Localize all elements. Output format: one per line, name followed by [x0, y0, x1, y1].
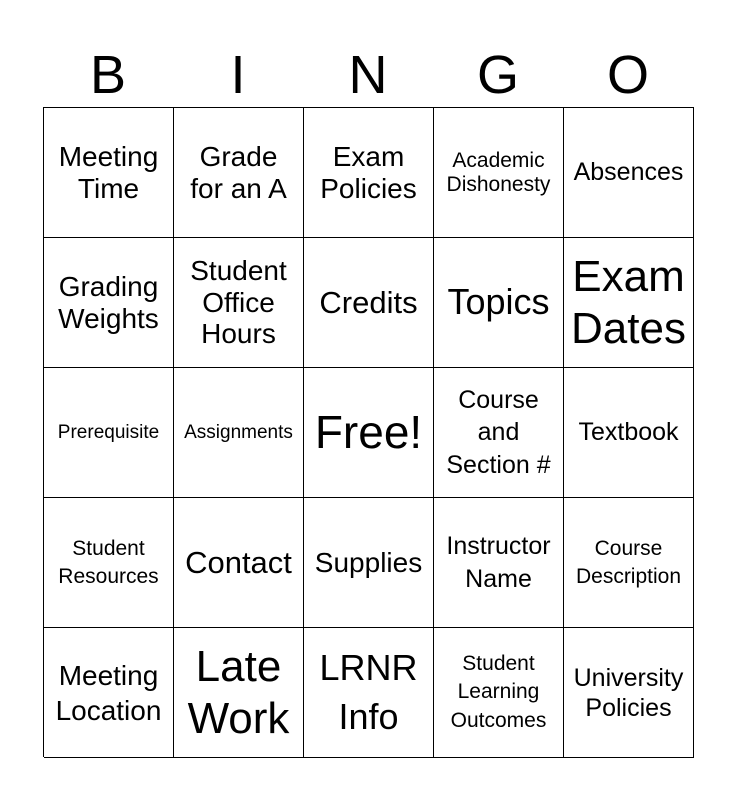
cell-label: Credits — [319, 284, 418, 320]
cell-label: Exam Dates — [571, 251, 686, 353]
bingo-cell[interactable] — [564, 368, 694, 498]
free-space-cell[interactable] — [304, 368, 434, 498]
bingo-cell[interactable] — [44, 108, 174, 238]
bingo-cell[interactable] — [174, 368, 304, 498]
cell-label: LRNR Info — [319, 646, 418, 737]
cell-label: Absences — [573, 158, 684, 187]
cell-label: University Policies — [573, 663, 684, 722]
cell-label: Topics — [447, 281, 550, 323]
cell-label: Contact — [185, 544, 292, 580]
header-letter-i: I — [230, 45, 246, 105]
bingo-cell[interactable] — [304, 238, 434, 368]
bingo-header — [43, 44, 693, 106]
cell-label: Prerequisite — [57, 421, 160, 443]
bingo-cell[interactable] — [44, 238, 174, 368]
bingo-cell[interactable] — [44, 498, 174, 628]
bingo-cell[interactable] — [434, 498, 564, 628]
cell-label: Instructor Name — [446, 532, 551, 593]
bingo-cell[interactable] — [174, 108, 304, 238]
header-letter-b: B — [89, 45, 127, 105]
bingo-cell[interactable] — [174, 498, 304, 628]
cell-label: Student Office Hours — [190, 255, 287, 350]
bingo-cell[interactable] — [434, 108, 564, 238]
bingo-cell[interactable] — [44, 368, 174, 498]
cell-label: Textbook — [578, 418, 679, 447]
cell-label: Academic Dishonesty — [446, 148, 551, 196]
cell-label: Grading Weights — [58, 270, 159, 334]
cell-label: Student Resources — [58, 537, 159, 588]
bingo-cell[interactable] — [304, 498, 434, 628]
cell-label: Supplies — [314, 546, 423, 578]
cell-label: Meeting Time — [58, 140, 159, 204]
header-letter-g: G — [476, 45, 519, 105]
bingo-board — [43, 107, 694, 757]
bingo-cell[interactable] — [564, 498, 694, 628]
bingo-cell[interactable] — [174, 238, 304, 368]
bingo-cell[interactable] — [564, 628, 694, 758]
bingo-cell[interactable] — [304, 628, 434, 758]
header-letter-o: O — [606, 45, 649, 105]
cell-label: Meeting Location — [55, 659, 162, 726]
bingo-cell[interactable] — [174, 628, 304, 758]
free-space-label: Free! — [314, 405, 423, 458]
header-letter-n: N — [348, 45, 388, 105]
bingo-cell[interactable] — [564, 108, 694, 238]
bingo-cell[interactable] — [44, 628, 174, 758]
cell-label: Student Learning Outcomes — [450, 651, 547, 732]
bingo-cell[interactable] — [434, 628, 564, 758]
cell-label: Course Description — [575, 537, 682, 588]
bingo-cell[interactable] — [564, 238, 694, 368]
cell-label: Grade for an A — [190, 140, 287, 204]
cell-label: Assignments — [184, 421, 293, 443]
cell-label: Late Work — [187, 641, 290, 743]
bingo-cell[interactable] — [304, 108, 434, 238]
bingo-cell[interactable] — [434, 238, 564, 368]
bingo-cell[interactable] — [434, 368, 564, 498]
cell-label: Exam Policies — [320, 140, 417, 204]
cell-label: Course and Section # — [446, 385, 551, 479]
